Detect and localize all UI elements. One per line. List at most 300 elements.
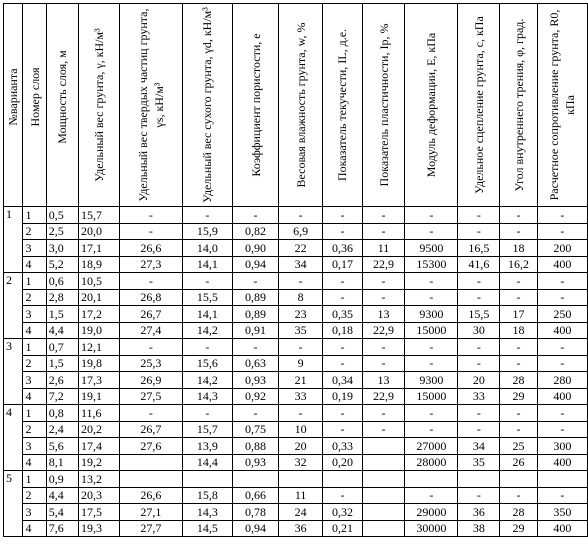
header-label: Номер слоя [27,67,42,127]
table-cell: 25,3 [119,355,182,372]
variant-cell: 4 [4,405,23,471]
table-cell: 34 [278,256,322,273]
table-cell: 33 [278,388,322,405]
table-cell: 24 [278,504,322,521]
table-cell: 0,75 [233,421,279,438]
table-cell: 10,5 [78,273,119,290]
table-cell: 2 [23,223,46,240]
header-label: Мощность слоя, м [55,50,70,144]
header-label: Модуль деформации, E, кПа [424,32,439,178]
table-cell: 20 [458,372,500,389]
table-cell: - [500,355,537,372]
table-cell: 20 [278,438,322,455]
table-cell: - [362,405,405,422]
table-cell: 29 [500,388,537,405]
soil-properties-table [3,3,588,537]
table-cell: - [405,289,458,306]
table-cell: - [458,405,500,422]
table-row [4,405,588,422]
table-cell: 27,7 [119,520,182,537]
table-cell [362,504,405,521]
table-cell: 0,34 [323,372,362,389]
table-cell: 0,35 [323,306,362,323]
table-cell: 0,20 [323,454,362,471]
table-cell: 4 [23,454,46,471]
table-row [4,256,588,273]
table-cell: 17,2 [78,306,119,323]
friction-angle-header [500,4,537,207]
table-cell: 26,6 [119,240,182,257]
table-cell: 2 [23,355,46,372]
table-cell: 14,1 [182,306,232,323]
table-cell: 0,89 [233,306,279,323]
table-cell: - [537,355,587,372]
table-cell: 1 [23,471,46,488]
table-cell: 19,1 [78,388,119,405]
table-row [4,388,588,405]
table-cell: 18 [500,322,537,339]
table-cell: - [458,223,500,240]
table-cell: 15,7 [182,421,232,438]
table-cell: - [323,207,362,224]
table-cell [323,471,362,488]
table-cell: 2,5 [46,223,78,240]
table-cell: - [458,339,500,356]
table-cell: 2,6 [46,372,78,389]
header-label: Показатель пластичности, Ip, % [376,23,391,187]
table-cell: 8 [278,289,322,306]
header-label: Весовая влажность грунта, w, % [293,22,308,188]
table-row [4,273,588,290]
table-cell: 0,93 [233,372,279,389]
variant-cell: 5 [4,471,23,537]
table-cell: 30 [458,322,500,339]
table-cell [362,471,405,488]
table-cell: 13,9 [182,438,232,455]
table-cell: - [500,273,537,290]
table-cell: 400 [537,454,587,471]
table-cell: - [323,421,362,438]
table-cell: - [405,487,458,504]
table-cell: 11 [278,487,322,504]
table-cell: 17,5 [78,504,119,521]
table-cell: 0,66 [233,487,279,504]
table-cell: 0,21 [323,520,362,537]
table-cell: 22,9 [362,322,405,339]
table-cell: 0,18 [323,322,362,339]
table-cell: 21 [278,372,322,389]
table-cell: 200 [537,240,587,257]
table-cell: 28 [500,504,537,521]
table-row [4,339,588,356]
table-cell: - [278,273,322,290]
table-cell: - [537,405,587,422]
table-cell [362,520,405,537]
table-cell: 25 [500,438,537,455]
table-cell [362,438,405,455]
table-cell: 0,90 [233,240,279,257]
table-cell: 2 [23,421,46,438]
table-cell: - [500,405,537,422]
table-cell: 13 [362,372,405,389]
table-cell: 0,89 [233,289,279,306]
table-cell: 0,5 [46,207,78,224]
table-cell: - [233,339,279,356]
table-cell: 26,9 [119,372,182,389]
table-cell: - [458,355,500,372]
table-cell: 1 [23,273,46,290]
table-cell: 0,63 [233,355,279,372]
table-cell: - [537,207,587,224]
particle-unit-weight-header [119,4,182,207]
table-cell: 23 [278,306,322,323]
table-cell: - [323,223,362,240]
table-cell: 34 [458,438,500,455]
table-cell [362,487,405,504]
table-cell: - [119,273,182,290]
table-cell: - [119,207,182,224]
table-row [4,438,588,455]
table-cell: - [537,289,587,306]
table-cell [278,471,322,488]
table-cell: 35 [278,322,322,339]
table-cell: 400 [537,520,587,537]
table-cell: - [500,487,537,504]
table-cell: 0,88 [233,438,279,455]
table-cell: 2 [23,289,46,306]
table-cell: - [405,405,458,422]
table-cell: 15300 [405,256,458,273]
table-cell: 15,8 [182,487,232,504]
table-cell: 14,1 [182,256,232,273]
table-cell [182,471,232,488]
table-cell: 28000 [405,454,458,471]
table-cell: - [458,207,500,224]
table-cell: 15,7 [78,207,119,224]
plasticity-index-header [362,4,405,207]
table-cell: - [537,223,587,240]
variant-cell: 1 [4,207,23,273]
table-cell: 14,5 [182,520,232,537]
table-cell: - [405,339,458,356]
table-cell: - [362,421,405,438]
table-cell: 0,6 [46,273,78,290]
table-cell: 14,0 [182,240,232,257]
table-cell: - [233,207,279,224]
dry-unit-weight-header [182,4,232,207]
table-cell: 0,33 [323,438,362,455]
header-row [4,4,588,207]
table-cell: - [500,421,537,438]
table-cell [458,471,500,488]
table-row [4,372,588,389]
table-cell [119,454,182,471]
table-row [4,207,588,224]
table-cell: 14,4 [182,454,232,471]
layer-thickness-header [46,4,78,207]
table-cell: - [182,405,232,422]
table-cell: 250 [537,306,587,323]
table-cell: - [537,421,587,438]
table-cell: 22,9 [362,256,405,273]
table-cell: 13 [362,306,405,323]
table-cell: - [182,273,232,290]
table-cell: 18 [500,240,537,257]
table-cell: 26,7 [119,421,182,438]
table-cell: - [500,223,537,240]
table-cell: - [458,273,500,290]
table-cell: 4 [23,388,46,405]
table-cell: - [405,355,458,372]
void-ratio-header [233,4,279,207]
header-label: Показатель текучести, IL, д.е. [335,28,350,182]
table-cell: 8,1 [46,454,78,471]
table-cell: 0,19 [323,388,362,405]
table-cell: 17,1 [78,240,119,257]
table-cell: - [323,273,362,290]
table-cell: 5,4 [46,504,78,521]
table-cell: 3 [23,372,46,389]
table-cell: 0,32 [323,504,362,521]
table-row [4,306,588,323]
table-cell: 15000 [405,322,458,339]
table-cell: 9300 [405,306,458,323]
table-cell: 27,4 [119,322,182,339]
unit-weight-header [78,4,119,207]
table-cell: 26,6 [119,487,182,504]
table-cell: 400 [537,388,587,405]
table-cell: - [362,289,405,306]
header-label: Расчетное сопротивление грунта, R0, кПа [547,9,578,201]
table-cell: 29 [500,520,537,537]
table-cell: 6,9 [278,223,322,240]
table-cell: - [182,207,232,224]
table-cell: 9300 [405,372,458,389]
table-cell: 3,0 [46,240,78,257]
table-cell: 2 [23,487,46,504]
table-row [4,322,588,339]
table-cell: 1 [23,405,46,422]
table-cell: - [362,207,405,224]
table-cell: 2,4 [46,421,78,438]
table-cell: - [233,273,279,290]
table-cell: 20,0 [78,223,119,240]
table-cell: 27,6 [119,438,182,455]
table-cell: 41,6 [458,256,500,273]
table-cell: 14,2 [182,322,232,339]
table-cell: 350 [537,504,587,521]
table-cell: 15,6 [182,355,232,372]
table-cell: 280 [537,372,587,389]
layer-number-header [23,4,46,207]
table-cell: 3 [23,306,46,323]
table-cell: 22 [278,240,322,257]
table-cell: 1 [23,207,46,224]
table-cell: 27,5 [119,388,182,405]
table-cell: - [362,273,405,290]
table-cell: 7,2 [46,388,78,405]
header-label: Угол внутреннего трения, φ, град. [511,18,526,192]
table-cell [537,471,587,488]
table-cell: 28 [500,372,537,389]
table-cell: 3 [23,240,46,257]
table-cell: 15,9 [182,223,232,240]
table-row [4,471,588,488]
table-cell: 26 [500,454,537,471]
table-cell: 11 [362,240,405,257]
table-cell: 1,5 [46,306,78,323]
table-cell: 36 [458,504,500,521]
table-cell: 4 [23,322,46,339]
table-cell: 20,2 [78,421,119,438]
table-cell [233,471,279,488]
table-cell: - [323,487,362,504]
table-cell: - [537,487,587,504]
table-cell: 0,8 [46,405,78,422]
table-cell: 7,6 [46,520,78,537]
table-row [4,487,588,504]
table-cell: - [537,339,587,356]
table-cell: 13,2 [78,471,119,488]
table-cell: - [323,405,362,422]
table-cell: 17,3 [78,372,119,389]
variant-cell: 2 [4,273,23,339]
table-cell: 32 [278,454,322,471]
table-row [4,504,588,521]
table-cell: 4,4 [46,487,78,504]
table-cell: - [278,339,322,356]
table-cell: - [323,289,362,306]
table-cell: 10 [278,421,322,438]
table-cell: 15,5 [182,289,232,306]
table-row [4,355,588,372]
table-cell: - [500,289,537,306]
table-cell: - [405,207,458,224]
table-cell: 20,1 [78,289,119,306]
table-cell: 17 [500,306,537,323]
cohesion-header [458,4,500,207]
table-cell: - [182,339,232,356]
table-cell: - [119,223,182,240]
table-cell: 27,1 [119,504,182,521]
table-cell: - [323,355,362,372]
table-cell: 0,82 [233,223,279,240]
table-cell: 3 [23,504,46,521]
header-label: Коэффициент пористости, e [248,33,263,177]
table-cell: 19,3 [78,520,119,537]
table-cell: 14,3 [182,388,232,405]
table-cell: 29000 [405,504,458,521]
table-cell: 3 [23,438,46,455]
table-row [4,421,588,438]
table-cell: 27,3 [119,256,182,273]
header-label: Удельный вес грунта, γ, кН/м³ [91,28,106,182]
table-cell: 4 [23,256,46,273]
table-cell: - [458,289,500,306]
table-cell: - [362,339,405,356]
table-cell: 1,5 [46,355,78,372]
table-cell: 5,6 [46,438,78,455]
table-row [4,454,588,471]
variant-number-header [4,4,23,207]
table-cell: - [500,207,537,224]
table-cell: 17,4 [78,438,119,455]
table-cell: 0,91 [233,322,279,339]
table-cell: - [458,487,500,504]
table-cell: - [500,339,537,356]
table-cell: 5,2 [46,256,78,273]
table-cell: 4,4 [46,322,78,339]
table-cell: 14,3 [182,504,232,521]
table-cell: 0,36 [323,240,362,257]
table-row [4,289,588,306]
table-cell: - [278,405,322,422]
table-row [4,223,588,240]
table-cell: 14,2 [182,372,232,389]
table-cell: 20,3 [78,487,119,504]
table-cell [500,471,537,488]
table-cell: 26,7 [119,306,182,323]
table-cell: 30000 [405,520,458,537]
table-cell: 38 [458,520,500,537]
table-cell: - [458,421,500,438]
table-row [4,520,588,537]
table-cell: 15,5 [458,306,500,323]
table-cell: 22,9 [362,388,405,405]
table-cell: 35 [458,454,500,471]
table-cell: - [233,405,279,422]
variant-cell: 3 [4,339,23,405]
table-cell: 0,92 [233,388,279,405]
table-cell: 4 [23,520,46,537]
table-cell: - [362,355,405,372]
table-cell: - [278,207,322,224]
table-cell: 0,7 [46,339,78,356]
table-body [4,207,588,537]
table-cell: - [119,339,182,356]
table-cell: 0,94 [233,520,279,537]
table-cell: 36 [278,520,322,537]
table-cell: 33 [458,388,500,405]
table-cell: 0,93 [233,454,279,471]
table-cell: - [119,405,182,422]
table-cell: 0,94 [233,256,279,273]
table-cell: 9500 [405,240,458,257]
header-label: №варианта [6,68,21,126]
table-cell: 400 [537,256,587,273]
table-cell [362,454,405,471]
table-cell: 2,8 [46,289,78,306]
moisture-content-header [278,4,322,207]
table-cell: 0,9 [46,471,78,488]
table-cell [405,471,458,488]
table-row [4,240,588,257]
table-cell: - [537,273,587,290]
table-cell: 19,2 [78,454,119,471]
table-cell: 16,5 [458,240,500,257]
header-label: Удельный вес твердых частиц грунта, γs, кН/м³ [135,8,166,202]
design-resistance-header [537,4,587,207]
table-cell: 27000 [405,438,458,455]
table-cell: - [405,223,458,240]
table-cell: 0,78 [233,504,279,521]
table-cell: 26,8 [119,289,182,306]
table-cell: - [362,223,405,240]
table-cell: - [405,273,458,290]
table-cell: 19,0 [78,322,119,339]
table-cell: 1 [23,339,46,356]
liquidity-index-header [323,4,362,207]
